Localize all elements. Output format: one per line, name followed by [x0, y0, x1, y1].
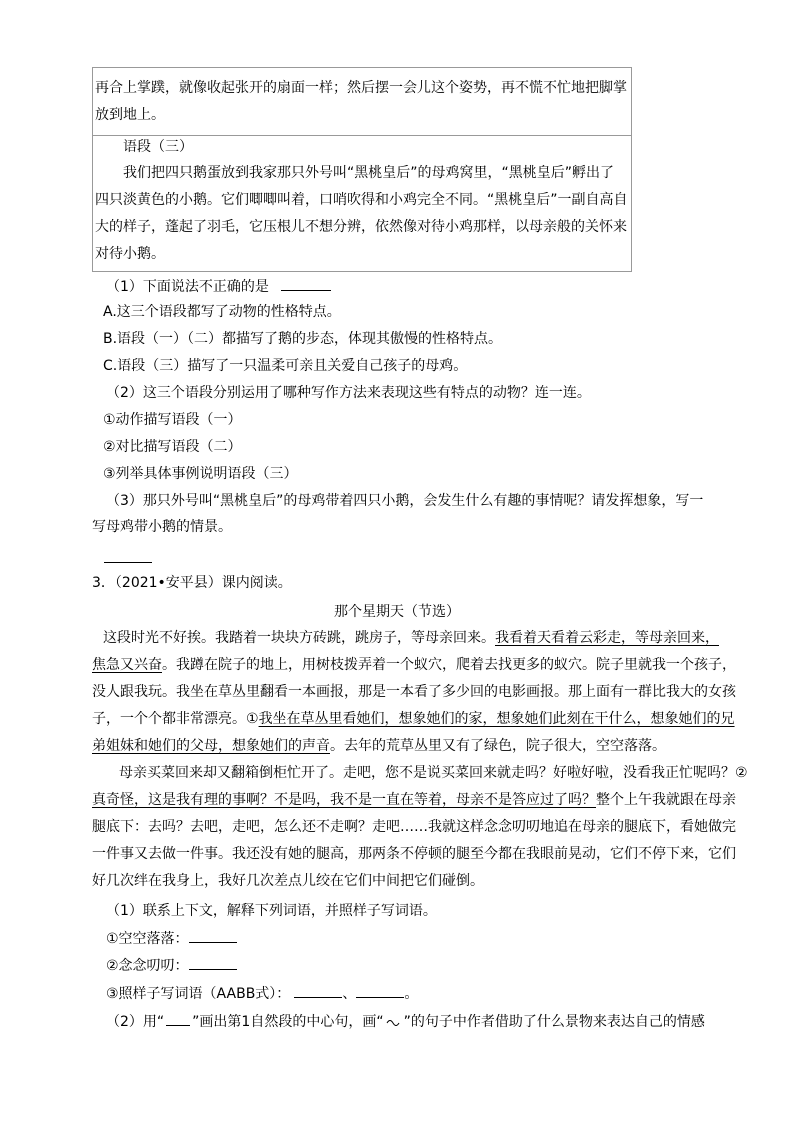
q3-p2-line-1: 母亲买菜回来却又翻箱倒柜忙开了。走吧，您不是说买菜回来就走吗？好啦好啦，没看我正忙呢吗？②: [119, 765, 748, 781]
q3-p1-line-4-text: 子，一个个都非常漂亮。①: [92, 711, 259, 727]
section-3-line-3: 大的样子，蓬起了羽毛，它压根儿不想分辨，依然像对待小鸡那样，以母亲般的关怀来: [95, 219, 627, 235]
q3-word-1-label: ①空空落落：: [106, 931, 189, 947]
q3-p2-line-2-text: 整个上午我就跟在母亲: [596, 792, 736, 808]
q3-p1-line-5-text: 。去年的荒草丛里又有了绿色，院子很大，空空落落。: [330, 738, 666, 754]
q2-option-a: A.这三个语段都写了动物的性格特点。: [103, 304, 341, 320]
q3-word-2: [106, 955, 237, 976]
q2-match-3: ③列举具体事例说明语段（三）: [103, 466, 298, 482]
section-3-label: 语段（三）: [123, 139, 193, 155]
q3-p2-line-2: [92, 790, 736, 810]
q2-sub2: （2）这三个语段分别运用了哪种写作方法来表现这些有特点的动物？连一连。: [106, 385, 591, 401]
q2-match-1: ①动作描写语段（一）: [103, 412, 242, 428]
q3-p2-line-3: 腿底下：去吗？去吧，走吧，怎么还不走啊？走吧……我就这样念念叨叨地追在母亲的腿底下，看她做完: [92, 819, 736, 835]
section-3-line-1: 我们把四只鹅蛋放到我家那只外号叫“黑桃皇后”的母鸡窝里，“黑桃皇后”孵出了: [123, 165, 615, 181]
q3-passage-title: 那个星期天（节选）: [334, 604, 460, 620]
answer-blank[interactable]: [104, 548, 152, 563]
q3-sub2-part-c: ”的句子中作者借助了什么景物来表达自己的情感: [403, 1014, 705, 1030]
central-sentence-underline: 我看着天看着云彩走，等母亲回来，: [495, 630, 719, 646]
wavy-line-symbol: [386, 1012, 402, 1026]
answer-blank[interactable]: [356, 983, 404, 998]
section-3-line-2: 四只淡黄色的小鹅。它们唧唧叫着，口哨吹得和小鸡完全不同。“黑桃皇后”一副自高自: [95, 192, 628, 208]
q3-p1-line-3: 没人跟我玩。我坐在草丛里翻看一本画报，那是一本看了多少回的电影画报。那上面有一群比我大的女孩: [92, 684, 736, 700]
q2-sub1-text: （1）下面说法不正确的是: [106, 279, 269, 295]
sentence-2-underline: 真奇怪，这是我有理的事啊？不是吗，我不是一直在等着，母亲不是答应过了吗？: [92, 792, 596, 808]
q2-option-b: B.语段（一）（二）都描写了鹅的步态，体现其傲慢的性格特点。: [103, 331, 503, 347]
answer-blank[interactable]: [281, 276, 331, 291]
q3-word-2-label: ②念念叨叨：: [106, 958, 189, 974]
sentence-1-underline: 我坐在草丛里看她们，想象她们的家，想象她们此刻在干什么，想象她们的兄: [258, 711, 735, 727]
q3-word-1: [106, 928, 237, 949]
q2-sub3-line-2: 写母鸡带小鹅的情景。: [92, 519, 232, 535]
section-3-line-4: 对待小鹅。: [95, 246, 165, 262]
box-divider: [93, 135, 631, 136]
answer-blank[interactable]: [189, 955, 237, 970]
q3-p1-line-2-text: 。我蹲在院子的地上，用树枝拨弄着一个蚁穴，爬着去找更多的蚁穴。院子里就我一个孩子，: [162, 657, 736, 673]
q3-word-3: [106, 983, 418, 1004]
answer-blank[interactable]: [189, 928, 237, 943]
central-sentence-underline: 焦急又兴奋: [92, 657, 162, 673]
q2-sub1: [106, 276, 331, 297]
q3-p1-line-4: [92, 709, 735, 729]
q3-word-3-separator: 、: [342, 986, 357, 1002]
passage-prev-line-1: 再合上掌蹼，就像收起张开的扇面一样；然后摆一会儿这个姿势，再不慌不忙地把脚掌: [95, 80, 627, 96]
q3-p1-line-1: [103, 628, 719, 648]
q3-p2-line-4: 一件事又去做一件事。我还没有她的腿高，那两条不停顿的腿至今都在我眼前晃动，它们不停下来，它们: [92, 846, 736, 862]
q2-match-2: ②对比描写语段（二）: [103, 439, 242, 455]
q3-p1-line-2: [92, 655, 736, 675]
q3-word-3-end: 。: [404, 986, 419, 1002]
q3-p1-line-5: [92, 736, 666, 756]
straight-line-symbol: [166, 1011, 190, 1026]
q2-sub3-line-1: （3）那只外号叫“黑桃皇后”的母鸡带着四只小鹅，会发生什么有趣的事情呢？请发挥想象，写一: [106, 493, 704, 509]
q3-word-3-label: ③照样子写词语（AABB式）：: [106, 986, 291, 1002]
passage-prev-line-2: 放到地上。: [95, 107, 165, 123]
q3-p2-line-5: 好几次绊在我身上，我好几次差点儿绞在它们中间把它们碰倒。: [92, 873, 484, 889]
q3-p1-line-1-text: 这段时光不好挨。我踏着一块块方砖跳，跳房子，等母亲回来。: [103, 630, 495, 646]
q3-header: 3．（2021•安平县）课内阅读。: [92, 575, 292, 591]
q3-sub1: （1）联系上下文，解释下列词语，并照样子写词语。: [106, 903, 437, 919]
q2-option-c: C.语段（三）描写了一只温柔可亲且关爱自己孩子的母鸡。: [103, 358, 468, 374]
q3-sub2: [106, 1011, 705, 1032]
answer-blank[interactable]: [294, 983, 342, 998]
sentence-1-underline: 弟姐妹和她们的父母，想象她们的声音: [92, 738, 330, 754]
q3-sub2-part-b: ”画出第1自然段的中心句，画“: [192, 1014, 384, 1030]
q3-sub2-part-a: （2）用“: [106, 1014, 165, 1030]
